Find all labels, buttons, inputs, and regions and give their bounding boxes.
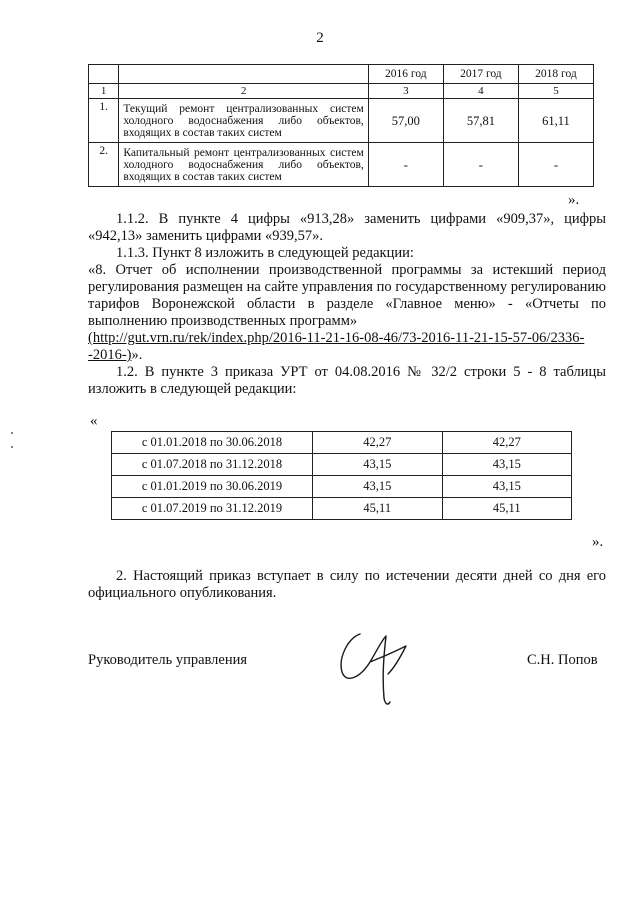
row-number: 2. [89,143,119,187]
value-cell: 42,27 [442,432,572,454]
table-header-cell: 2018 год [518,65,593,84]
table-header-cell: 2017 год [443,65,518,84]
signer-name: С.Н. Попов [527,652,598,668]
period-cell: с 01.07.2019 по 31.12.2019 [112,498,313,520]
table-row [112,432,572,454]
paragraph-1-1-3: 1.1.3. Пункт 8 изложить в следующей редакции: [116,245,414,261]
table-row [112,454,572,476]
value-cell: 43,15 [313,476,443,498]
value-cell: 45,11 [442,498,572,520]
column-number: 5 [518,84,593,99]
table2-open-quote: « [90,413,98,429]
column-number: 1 [89,84,119,99]
period-cell: с 01.07.2018 по 31.12.2018 [112,454,313,476]
paragraph-8 [88,262,606,364]
periods-table [111,431,572,520]
report-link[interactable]: (http://gut.vrn.ru/rek/index.php/2016-11-21-16-08-46/73-2016-11-21-15-57-06/2336- [88,330,585,346]
value-2016: - [368,143,443,187]
value-cell: 45,11 [313,498,443,520]
paragraph-2: 2. Настоящий приказ вступает в силу по истечении десяти дней со дня его официального опубликования. [88,568,606,601]
value-cell: 43,15 [313,454,443,476]
table-column-numbers-row [89,84,594,99]
row-description: Капитальный ремонт централизованных систем холодного водоснабжения либо объектов, входящих в состав таких систем [119,143,368,187]
value-cell: 43,15 [442,476,572,498]
paragraph-1-1-2: 1.1.2. В пункте 4 цифры «913,28» заменить цифрами «909,37», цифры «942,13» заменить цифрами «939,57». [88,211,606,244]
value-2018: - [518,143,593,187]
table2-close-quote: ». [592,534,604,550]
paragraph-8-text: «8. Отчет об исполнении производственной программы за истекший период регулирования размещен на сайте управления по государственному регулированию тарифов Воронежской области в разделе «Главное меню» - «Отчеты по выполнению производственных программ» [88,262,606,329]
value-2018: 61,11 [518,99,593,143]
value-2016: 57,00 [368,99,443,143]
tariff-table [88,64,594,187]
value-2017: 57,81 [443,99,518,143]
signature-label: Руководитель управления [88,652,248,668]
row-number: 1. [89,99,119,143]
table-header-cell [119,65,368,84]
column-number: 2 [119,84,368,99]
value-cell: 43,15 [442,454,572,476]
column-number: 4 [443,84,518,99]
value-cell: 42,27 [313,432,443,454]
table-header-row [89,65,594,84]
table-header-cell: 2016 год [368,65,443,84]
table-row [89,143,594,187]
row-description: Текущий ремонт централизованных систем холодного водоснабжения либо объектов, входящих в состав таких систем [119,99,368,143]
table-row [89,99,594,143]
value-2017: - [443,143,518,187]
period-cell: с 01.01.2018 по 30.06.2018 [112,432,313,454]
margin-mark [11,432,13,434]
period-cell: с 01.01.2019 по 30.06.2019 [112,476,313,498]
paragraph-8-end: ». [131,347,143,363]
handwritten-signature [330,628,420,708]
table-header-cell [89,65,119,84]
column-number: 3 [368,84,443,99]
paragraph-1-2: 1.2. В пункте 3 приказа УРТ от 04.08.2016 № 32/2 строки 5 - 8 таблицы изложить в следующей редакции: [88,364,606,397]
margin-mark [11,446,13,448]
report-link-continued[interactable]: -2016-) [88,347,132,363]
table-row [112,476,572,498]
page-number: 2 [316,30,324,46]
table1-close-quote: ». [568,192,580,208]
table-row [112,498,572,520]
